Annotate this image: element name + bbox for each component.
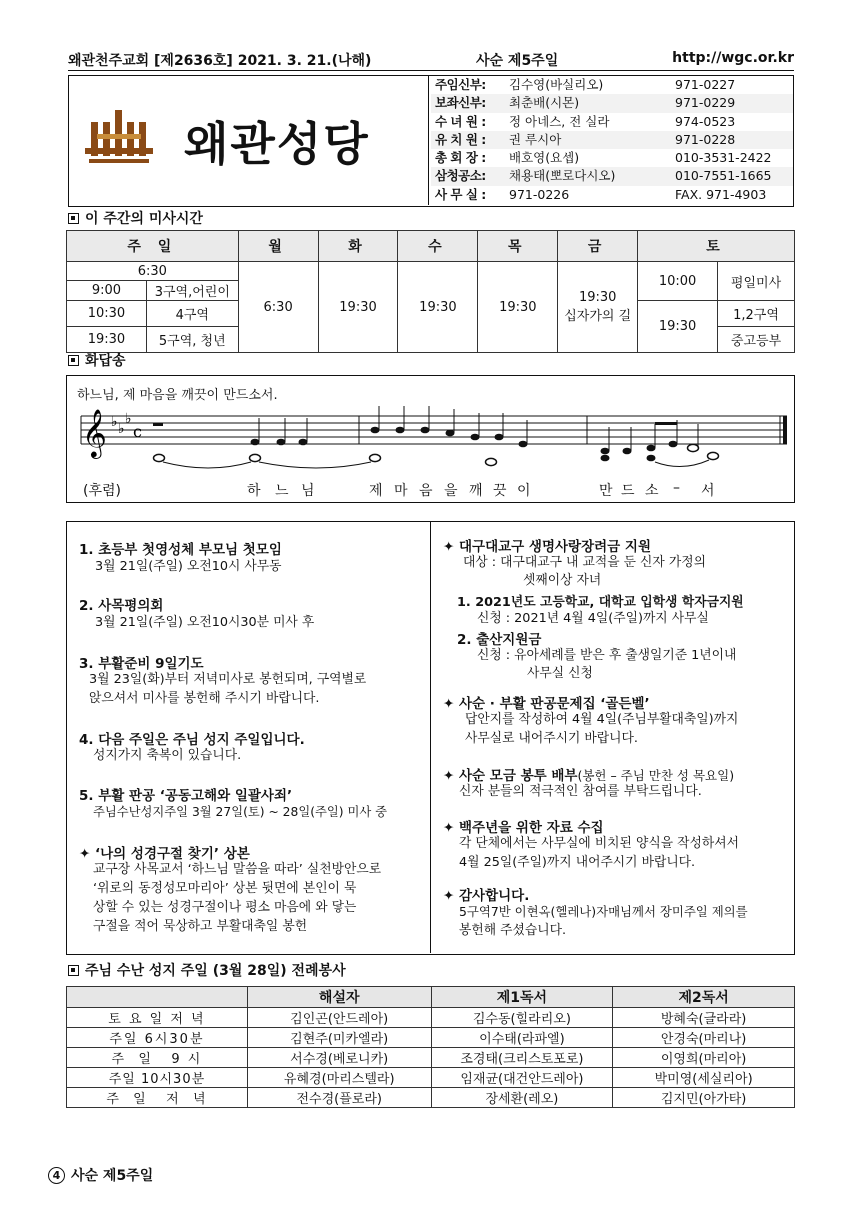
duty-cell: 서수경(베로니카) [247,1048,431,1068]
friday-time: 19:30 [578,290,617,305]
page-number: 4 [48,1167,65,1184]
lyric-syllable: 느 [275,483,289,499]
thursday-time: 19:30 [478,262,558,353]
header-tuesday: 화 [318,231,398,262]
liturgy-duty-table [66,986,795,1108]
notice-title: ✦ 사순 모금 봉투 배부(봉헌 – 주님 만찬 성 목요일) [443,768,735,784]
sunday-time: 9:00 [67,281,147,301]
notice-title: ✦ 백주년을 위한 자료 수집 [443,820,604,836]
duty-mass-time: 토 요 일 저 녁 [67,1008,248,1028]
duty-cell: 유혜경(마리스텔라) [247,1068,431,1088]
staff-row: 보좌신부: 최춘배(시몬) 971-0229 [431,94,793,112]
monday-time: 6:30 [238,262,318,353]
header-sunday: 주 일 [67,231,239,262]
friday-cell [558,262,638,353]
sunday-note: 3구역,어린이 [146,281,238,301]
notice-body: 셋째이상 자녀 [523,573,602,588]
lyric-syllable: 을 [444,483,458,499]
saturday-note: 평일미사 [718,262,795,301]
staff-row: 총 회 장 : 배호영(요셉) 010-3531-2422 [435,150,772,166]
duty-cell: 장세환(레오) [431,1088,613,1108]
logo-area [69,76,429,205]
duty-header: 제1독서 [431,987,613,1008]
notice-body: 3월 21일(주일) 오전10시 사무동 [95,559,282,574]
notice-title: 1. 초등부 첫영성체 부모님 첫모임 [79,542,282,558]
lyric-syllable: 하 [247,483,261,499]
parish-name: 왜관성당 [184,117,370,171]
church-logo-icon [83,104,163,174]
music-staff [67,376,794,480]
header-divider [68,70,794,71]
duty-cell: 김수동(힐라리오) [431,1008,613,1028]
notice-body: 대상 : 대구대교구 내 교적을 둔 신자 가정의 [463,555,706,570]
header-monday: 월 [238,231,318,262]
staff-row: 삼청공소: 채용태(뽀로다시오) 010-7551-1665 [431,167,793,185]
liturgical-day: 사순 제5주일 [476,53,559,69]
duty-cell: 이수태(라파엘) [431,1028,613,1048]
duty-cell: 박미영(세실리아) [613,1068,795,1088]
duty-cell: 김현주(미카엘라) [247,1028,431,1048]
notice-title: 2. 출산지원금 [457,632,542,648]
duty-cell: 김인곤(안드레아) [247,1008,431,1028]
notice-title: 5. 부활 판공 ‘공동고해와 일괄사죄’ [79,788,293,804]
notice-body: 사무실 신청 [527,666,593,681]
notice-title: 1. 2021년도 고등학교, 대학교 입학생 학자금지원 [457,595,744,610]
sunday-note: 4구역 [146,301,238,327]
svg-text:♭: ♭ [118,421,125,437]
page-footer [48,1165,153,1185]
duty-mass-time: 주일 6시30분 [67,1028,248,1048]
sunday-time: 10:30 [67,301,147,327]
duty-header [67,987,248,1008]
notice-body: 답안지를 작성하여 4월 4일(주님부활대축일)까지 [465,712,739,727]
notice-body: 3월 21일(주일) 오전10시30분 미사 후 [95,615,315,630]
lyric-syllable: 이 [517,483,531,499]
notice-body: 봉헌해 주셨습니다. [459,923,567,938]
duty-mass-time: 주 일 저 녁 [67,1088,248,1108]
lyric-syllable: 마 [394,483,408,499]
table-row [67,1008,795,1028]
lyric-syllable: – [673,480,680,496]
duty-header-row [67,987,795,1008]
lyric-syllable: 소 [645,483,659,499]
notice-title: ✦ 대구대교구 생명사랑장려금 지원 [443,539,651,555]
lyric-syllable: 님 [301,483,315,499]
psalm-response-text: 하느님, 제 마음을 깨끗이 만드소서. [77,388,278,403]
duty-mass-time: 주일 10시30분 [67,1068,248,1088]
wednesday-time: 19:30 [398,262,478,353]
table-row [67,1048,795,1068]
duty-section-heading: 주님 수난 성지 주일 (3월 28일) 전례봉사 [68,962,346,980]
bullet-square-icon [68,965,79,976]
saturday-note: 중고등부 [718,327,795,353]
duty-cell: 전수경(플로라) [247,1088,431,1108]
notice-body: 성지가지 축복이 있습니다. [93,748,242,763]
website-link[interactable]: http://wgc.or.kr [672,50,794,66]
duty-header: 제2독서 [613,987,795,1008]
page-header [68,50,794,70]
svg-text:𝄞: 𝄞 [82,408,107,457]
lyric-syllable: 제 [369,483,383,499]
table-row [67,1068,795,1088]
lyric-syllable: 드 [621,483,635,499]
notice-body: 각 단체에서는 사무실에 비치된 양식을 작성하셔서 [459,836,739,851]
duty-header: 해설자 [247,987,431,1008]
notice-body: 사무실로 내어주시기 바랍니다. [465,731,638,746]
notice-body: 교구장 사목교서 ‘하느님 말씀을 따라’ 실천방안으로 [93,862,382,877]
lyric-syllable: 서 [701,483,715,499]
lyric-syllable: 만 [599,483,613,499]
sunday-time: 6:30 [67,262,239,281]
header-saturday: 토 [638,231,795,262]
saturday-time: 19:30 [638,301,718,353]
svg-text:♭: ♭ [111,414,118,430]
hymn-lyrics [67,480,796,500]
staff-row: 유 치 원 : 권 루시아 971-0228 [431,131,793,149]
notices-box [66,521,795,955]
mass-schedule-table [66,230,795,353]
duty-cell: 이영희(마리아) [613,1048,795,1068]
header-thursday: 목 [478,231,558,262]
friday-note: 십자가의 길 [564,309,632,324]
header-wednesday: 수 [398,231,478,262]
notice-body: 3월 23일(화)부터 저녁미사로 봉헌되며, 구역별로 [89,672,367,687]
footer-text: 사순 제5주일 [71,1168,154,1184]
bulletin-info: 왜관천주교회 [제2636호] 2021. 3. 21.(나해) [68,53,372,69]
staff-row: 주임신부: 김수영(바실리오) 971-0227 [435,77,736,92]
duty-cell: 임재균(대건안드레아) [431,1068,613,1088]
notice-title: ✦ 감사합니다. [443,888,530,904]
notice-body: 주님수난성지주일 3월 27일(토) ~ 28일(주일) 미사 중 [93,805,388,819]
sunday-time: 19:30 [67,327,147,353]
table-row [67,1088,795,1108]
header-friday: 금 [558,231,638,262]
mass-section-heading: 이 주간의 미사시간 [68,210,203,228]
masthead [68,75,794,207]
staff-row: 수 녀 원 : 정 아네스, 전 실라 974-0523 [435,113,736,129]
lyric-syllable: 깨 [469,483,483,499]
notice-title: ✦ ‘나의 성경구절 찾기’ 상본 [79,846,250,862]
table-row [67,1028,795,1048]
duty-cell: 조경태(크리스토포로) [431,1048,613,1068]
bullet-square-icon [68,355,79,366]
svg-text:c: c [133,422,142,441]
staff-row: 사 무 실 : 971-0226 FAX. 971-4903 [435,186,767,202]
refrain-label: (후렴) [83,483,121,499]
duty-cell: 김지민(아가타) [613,1088,795,1108]
notice-title: 2. 사목평의회 [79,598,164,614]
tuesday-time: 19:30 [318,262,398,353]
notice-body: 5구역7반 이현옥(헬레나)자매님께서 장미주일 제의를 [459,904,748,919]
duty-mass-time: 주 일 9 시 [67,1048,248,1068]
hymn-section-heading: 화답송 [68,352,126,370]
notice-body: 상할 수 있는 성경구절이나 평소 마음에 와 닿는 [93,900,357,915]
notice-body: 신청 : 유아세례를 받은 후 출생일기준 1년이내 [477,648,737,663]
notice-title: 4. 다음 주일은 주님 성지 주일입니다. [79,732,305,748]
notice-body: 구절을 적어 묵상하고 부활대축일 봉헌 [93,919,308,934]
notice-title: ✦ 사순 · 부활 판공문제집 ‘골든벨’ [443,696,650,712]
staff-directory [431,76,793,204]
notice-body: 4월 25일(주일)까지 내어주시기 바랍니다. [459,855,696,870]
saturday-time: 10:00 [638,262,718,301]
notice-body: 신청 : 2021년 4월 4일(주일)까지 사무실 [477,611,709,626]
duty-cell: 안경숙(마리나) [613,1028,795,1048]
lyric-syllable: 끗 [493,483,507,499]
notice-title: 3. 부활준비 9일기도 [79,656,204,672]
sunday-note: 5구역, 청년 [146,327,238,353]
lyric-syllable: 음 [419,483,433,499]
notice-body: 신자 분들의 적극적인 참여를 부탁드립니다. [459,784,702,799]
column-divider [430,522,431,953]
svg-text:♭: ♭ [125,411,132,427]
bullet-square-icon [68,213,79,224]
duty-cell: 방혜숙(글라라) [613,1008,795,1028]
notice-body: ‘위로의 동정성모마리아’ 상본 뒷면에 본인이 묵 [93,881,357,896]
responsorial-psalm-box [66,375,795,503]
notice-body: 앉으셔서 미사를 봉헌해 주시기 바랍니다. [89,691,320,706]
saturday-note: 1,2구역 [718,301,795,327]
